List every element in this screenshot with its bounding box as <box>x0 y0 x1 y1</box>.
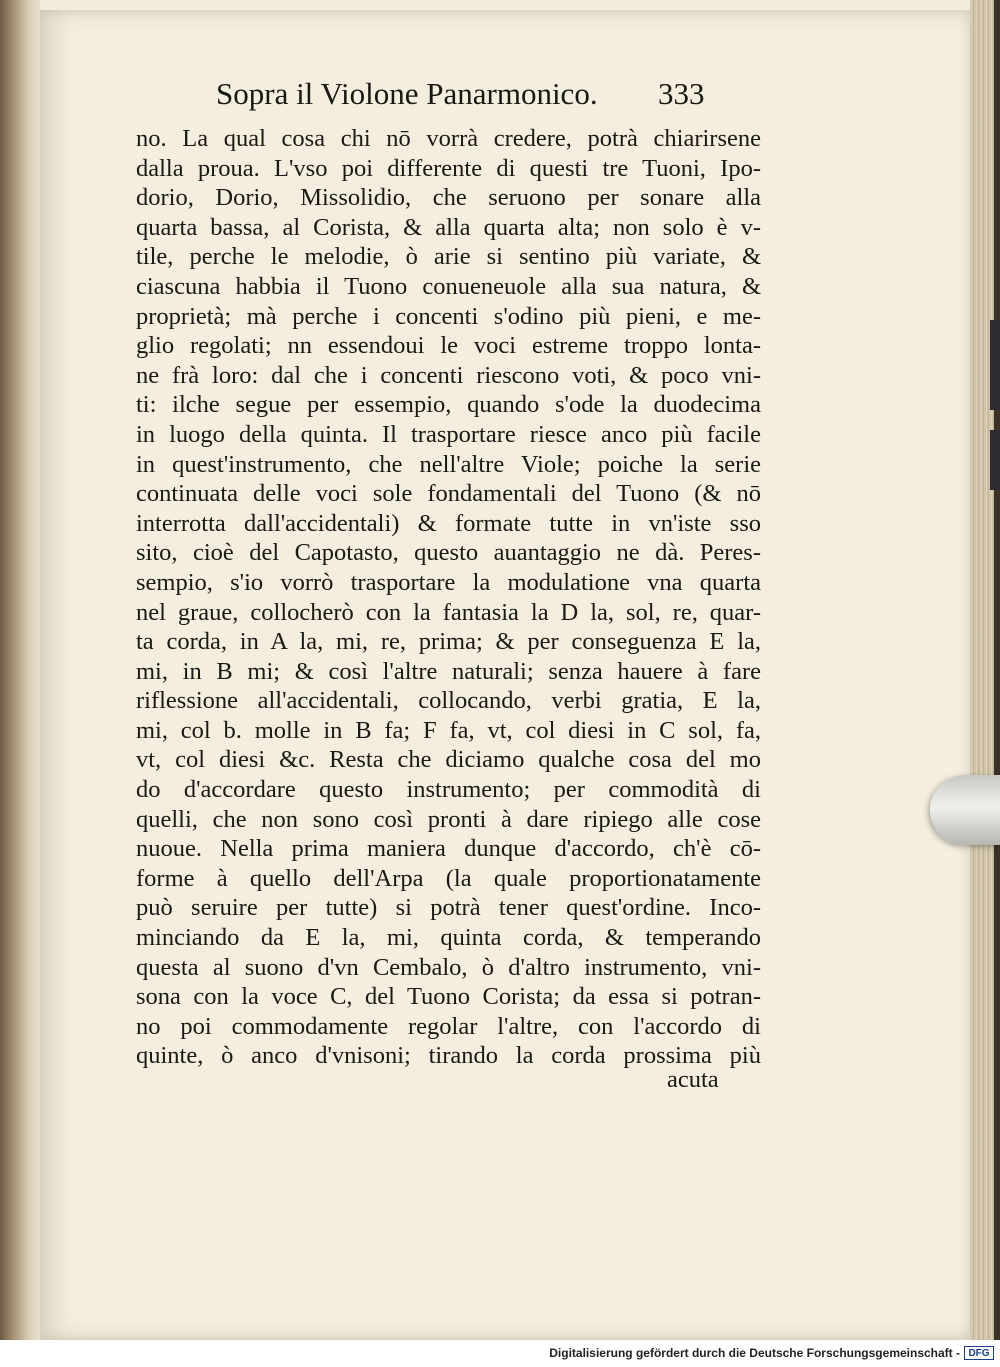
text-line: dorio, Dorio, Missolidio, che seruono per sonare alla <box>136 184 761 212</box>
running-head-title: Sopra il Violone Panarmonico. <box>216 76 598 111</box>
edge-marker <box>990 320 1000 410</box>
text-line: mi, col b. molle in B fa; F fa, vt, col diesi in C sol, fa, <box>136 716 761 744</box>
text-line: glio regolati; nn essendoui le voci estreme troppo lonta- <box>136 332 761 360</box>
dfg-logo: DFG <box>964 1346 994 1360</box>
text-line: sempio, s'io vorrò trasportare la modulatione vna quarta <box>136 568 761 596</box>
text-line: ta corda, in A la, mi, re, prima; & per conseguenza E la, <box>136 628 761 656</box>
text-line: ne frà loro: dal che i concenti riescono voti, & poco vni- <box>136 361 761 389</box>
text-line: sona con la voce C, del Tuono Corista; da essa si potran- <box>136 983 761 1011</box>
text-line: interrotta dall'accidentali) & formate tutte in vn'iste sso <box>136 509 761 537</box>
text-line: no. La qual cosa chi nō vorrà credere, potrà chiarirsene <box>136 125 761 152</box>
text-line: tile, perche le melodie, ò arie si sentino più variate, & <box>136 243 761 271</box>
book-binding <box>0 0 40 1367</box>
edge-marker <box>990 430 1000 490</box>
page-edge-shadow <box>994 0 1000 1367</box>
text-line: minciando da E la, mi, quinta corda, & temperando <box>136 924 761 952</box>
funding-credit: Digitalisierung gefördert durch die Deutsche Forschungsgemeinschaft - <box>549 1346 960 1360</box>
text-line: ciascuna habbia il Tuono conueneuole alla sua natura, & <box>136 272 761 300</box>
text-line: ti: ilche segue per essempio, quando s'ode la duodecima <box>136 391 761 419</box>
text-line: sito, cioè del Capotasto, questo auantaggio ne dà. Peres- <box>136 539 761 567</box>
text-line: do d'accordare questo instrumento; per commodità di <box>136 776 761 804</box>
text-line: proprietà; mà perche i concenti s'odino più pieni, e me- <box>136 302 761 330</box>
text-line: no poi commodamente regolar l'altre, con l'accordo di <box>136 1012 761 1040</box>
text-line: questa al suono d'vn Cembalo, ò d'altro instrumento, vni- <box>136 953 761 981</box>
text-line: nuoue. Nella prima maniera dunque d'accordo, ch'è cō- <box>136 835 761 863</box>
text-line: quelli, che non sono così pronti à dare ripiego alle cose <box>136 805 761 833</box>
text-line: dalla proua. L'vso poi differente di questi tre Tuoni, Ipo- <box>136 154 761 182</box>
page-clip <box>930 775 1000 845</box>
text-line: in quest'instrumento, che nell'altre Viole; poiche la serie <box>136 450 761 478</box>
text-line: può seruire per tutte) si potrà tener quest'ordine. Inco- <box>136 894 761 922</box>
running-header <box>216 76 736 112</box>
digitization-footer <box>0 1340 1000 1367</box>
text-line: forme à quello dell'Arpa (la quale proportionatamente <box>136 864 761 892</box>
catchword: acuta <box>667 1066 719 1093</box>
body-text <box>136 124 761 1071</box>
text-line: continuata delle voci sole fondamentali del Tuono (& nō <box>136 480 761 508</box>
text-line: quarta bassa, al Corista, & alla quarta alta; non solo è v- <box>136 213 761 241</box>
page-number: 333 <box>658 76 705 111</box>
text-line: nel graue, collocherò con la fantasia la D la, sol, re, quar- <box>136 598 761 626</box>
text-line: in luogo della quinta. Il trasportare riesce anco più facile <box>136 420 761 448</box>
text-line: riflessione all'accidentali, collocando, verbi gratia, E la, <box>136 687 761 715</box>
text-line: mi, in B mi; & così l'altre naturali; senza hauere à fare <box>136 657 761 685</box>
text-line: vt, col diesi &c. Resta che diciamo qualche cosa del mo <box>136 746 761 774</box>
text-line: quinte, ò anco d'vnisoni; tirando la corda prossima più <box>136 1042 761 1070</box>
